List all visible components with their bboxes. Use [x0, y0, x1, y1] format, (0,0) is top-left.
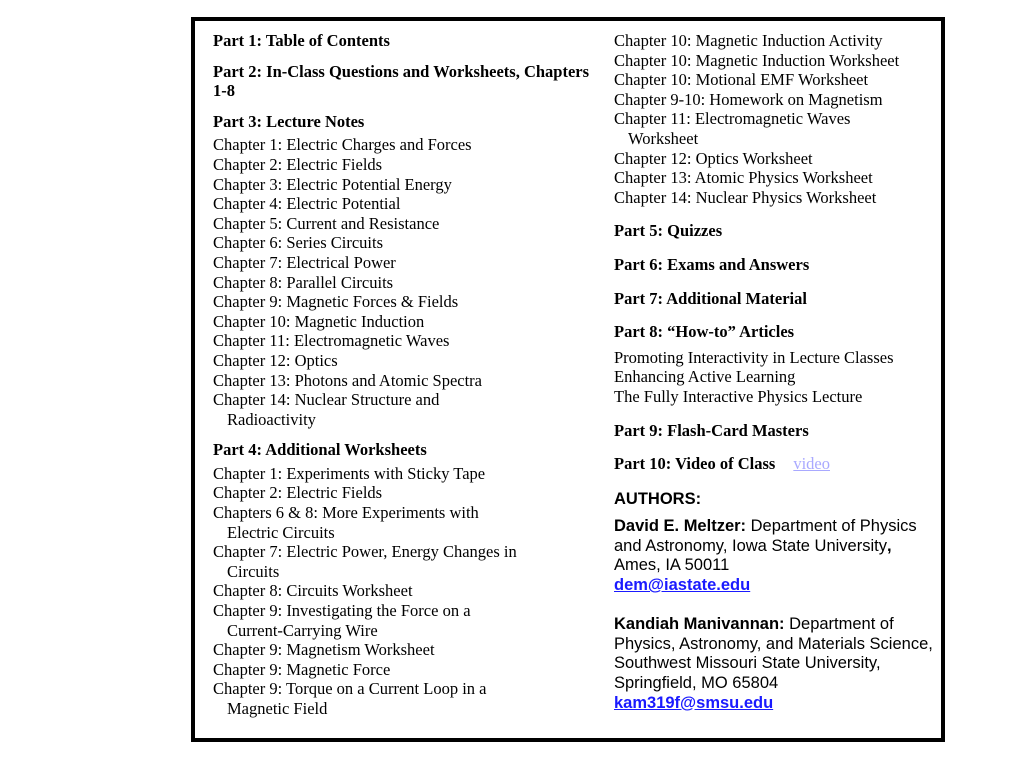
list-item[interactable]: Chapter 10: Magnetic Induction Activity	[614, 31, 883, 50]
list-item[interactable]: Chapter 8: Parallel Circuits	[213, 272, 394, 292]
part3-heading[interactable]: Part 3: Lecture Notes	[213, 111, 365, 131]
list-item[interactable]: Chapter 10: Magnetic Induction Worksheet	[614, 50, 900, 70]
list-item[interactable]: Chapters 6 & 8: More Experiments with Electric Circuits	[213, 503, 479, 542]
part2-heading[interactable]: Part 2: In-Class Questions and Worksheets, Chapters 1-8	[213, 61, 590, 101]
part7-heading[interactable]: Part 7: Additional Material	[614, 288, 807, 308]
list-item[interactable]: Chapter 5: Current and Resistance	[213, 213, 440, 233]
list-item[interactable]: Chapter 13: Photons and Atomic Spectra	[213, 370, 483, 390]
author-affiliation: Department of Physics, Astronomy, and Materials Science, Southwest Missouri State University, Springfield, MO 65804	[614, 615, 933, 693]
author-email-line	[614, 576, 934, 596]
list-item[interactable]: Chapter 6: Series Circuits	[213, 233, 384, 253]
list-item[interactable]: Chapter 1: Electric Charges and Forces	[213, 135, 472, 155]
part8-list	[614, 348, 934, 407]
part5-heading[interactable]: Part 5: Quizzes	[614, 221, 723, 241]
part3-list	[213, 135, 603, 429]
part1-heading[interactable]: Part 1: Table of Contents	[213, 31, 390, 50]
list-item[interactable]: Chapter 13: Atomic Physics Worksheet	[614, 168, 873, 188]
part10-label[interactable]: Part 10: Video of Class	[614, 454, 776, 474]
list-item[interactable]: Chapter 12: Optics Worksheet	[614, 148, 813, 168]
list-item[interactable]: Chapter 14: Nuclear Structure and Radioactivity	[213, 390, 440, 429]
list-item[interactable]: Chapter 9: Investigating the Force on a Current-Carrying Wire	[213, 601, 471, 640]
list-item[interactable]: Chapter 9: Magnetic Force	[213, 659, 391, 679]
email-link[interactable]: dem@iastate.edu	[614, 576, 751, 595]
email-link[interactable]: kam319f@smsu.edu	[614, 693, 774, 712]
video-link[interactable]: video	[793, 454, 830, 474]
list-item[interactable]: Chapter 14: Nuclear Physics Worksheet	[614, 187, 877, 207]
author-affiliation: Department of Physics and Astronomy, Iowa State University	[614, 517, 917, 555]
list-item[interactable]: Chapter 11: Electromagnetic Waves	[213, 331, 450, 351]
list-item[interactable]: Chapter 10: Magnetic Induction	[213, 311, 425, 331]
authors-heading: AUTHORS:	[614, 489, 702, 508]
author-manivannan	[614, 615, 934, 693]
author-location: Ames, IA 50011	[614, 556, 730, 575]
author-email-line	[614, 694, 934, 714]
list-item[interactable]: Enhancing Active Learning	[614, 367, 796, 387]
author-meltzer	[614, 517, 934, 576]
list-item[interactable]: Chapter 2: Electric Fields	[213, 483, 383, 503]
author-comma: ,	[886, 536, 892, 555]
part4-list	[213, 464, 603, 719]
left-column	[213, 31, 603, 719]
author-name: David E. Meltzer:	[614, 517, 747, 536]
list-item[interactable]: Chapter 2: Electric Fields	[213, 154, 383, 174]
part4-continued-list	[614, 31, 934, 207]
part9-heading[interactable]: Part 9: Flash-Card Masters	[614, 420, 809, 440]
list-item[interactable]: Chapter 10: Motional EMF Worksheet	[614, 70, 869, 90]
list-item[interactable]: Chapter 7: Electrical Power	[213, 252, 396, 272]
list-item[interactable]: Promoting Interactivity in Lecture Classes	[614, 347, 894, 367]
right-column	[614, 31, 934, 713]
list-item[interactable]: Chapter 11: Electromagnetic Waves Worksheet	[614, 109, 851, 148]
list-item[interactable]: The Fully Interactive Physics Lecture	[614, 386, 863, 406]
list-item[interactable]: Chapter 1: Experiments with Sticky Tape	[213, 463, 486, 483]
list-item[interactable]: Chapter 9: Magnetism Worksheet	[213, 640, 435, 660]
part10-heading	[614, 454, 934, 474]
list-item[interactable]: Chapter 4: Electric Potential	[213, 194, 401, 214]
list-item[interactable]: Chapter 9: Magnetic Forces & Fields	[213, 292, 459, 312]
part8-heading[interactable]: Part 8: “How-to” Articles	[614, 322, 795, 342]
list-item[interactable]: Chapter 9-10: Homework on Magnetism	[614, 89, 883, 109]
authors-section	[614, 490, 934, 714]
list-item[interactable]: Chapter 3: Electric Potential Energy	[213, 174, 452, 194]
author-name: Kandiah Manivannan:	[614, 615, 785, 634]
list-item[interactable]: Chapter 8: Circuits Worksheet	[213, 581, 413, 601]
part4-heading[interactable]: Part 4: Additional Worksheets	[213, 440, 427, 460]
part6-heading[interactable]: Part 6: Exams and Answers	[614, 254, 810, 274]
list-item[interactable]: Chapter 9: Torque on a Current Loop in a Magnetic Field	[213, 679, 487, 718]
list-item[interactable]: Chapter 7: Electric Power, Energy Changes in Circuits	[213, 542, 517, 581]
list-item[interactable]: Chapter 12: Optics	[213, 350, 338, 370]
